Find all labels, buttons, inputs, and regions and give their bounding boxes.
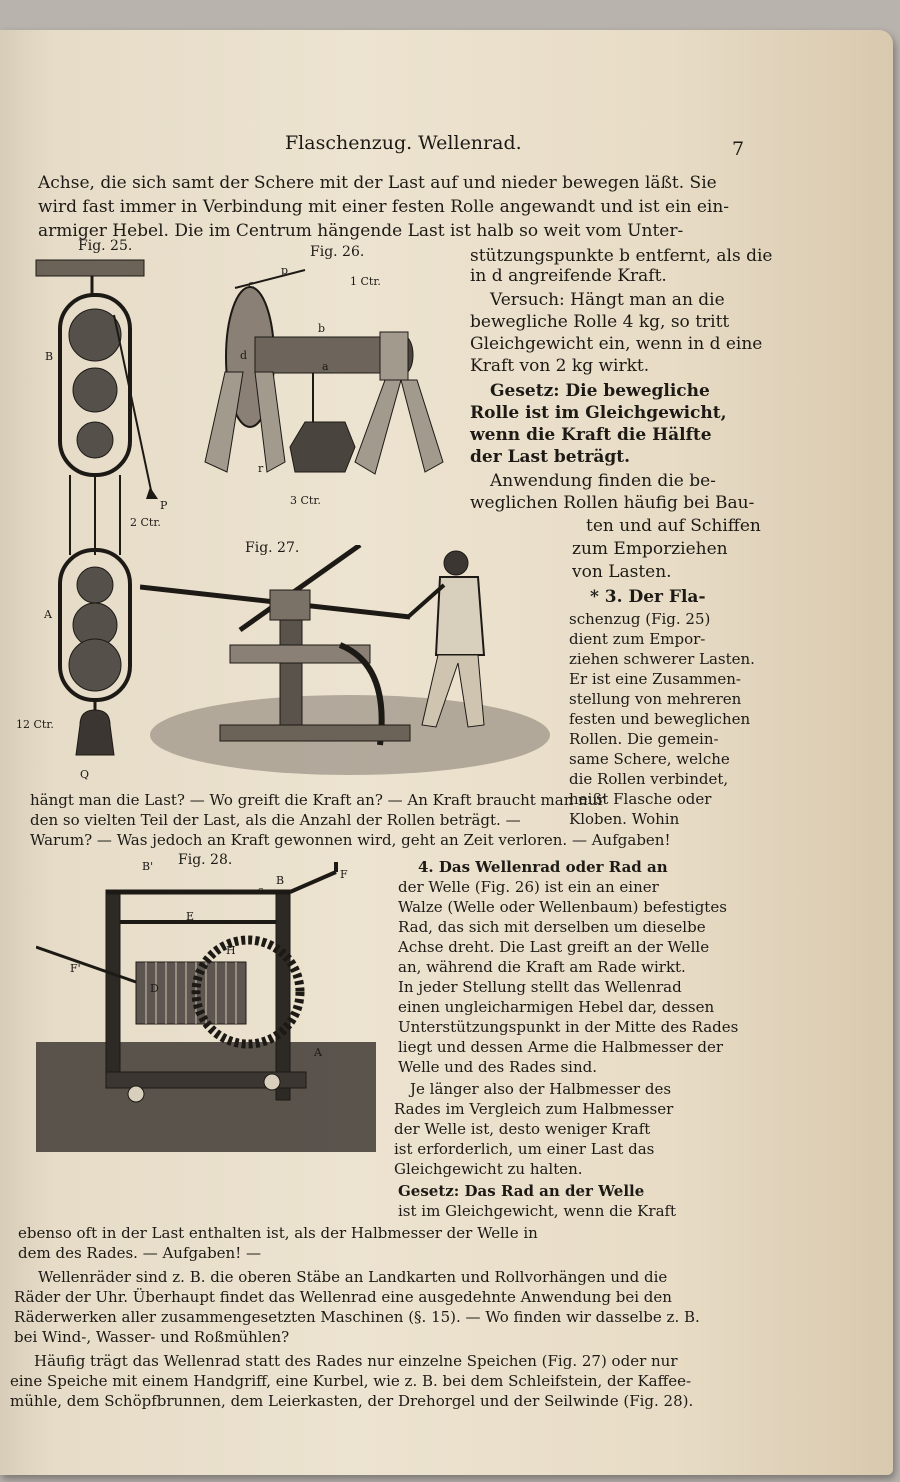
- figure-label: P: [160, 499, 168, 512]
- fig27-capstan-illustration: [140, 545, 560, 785]
- text-line: der Welle (Fig. 26) ist ein an einer: [398, 878, 659, 896]
- fig26-wheel-axle-illustration: [195, 262, 455, 490]
- text-line: schenzug (Fig. 25): [569, 610, 711, 628]
- text-line: dem des Rades. — Aufgaben! —: [18, 1244, 262, 1262]
- text-line: Anwendung finden die be-: [490, 471, 716, 491]
- text-line: bewegliche Rolle 4 kg, so tritt: [470, 312, 730, 332]
- text-line: Gesetz: Die bewegliche: [490, 381, 710, 401]
- text-line: Rades im Vergleich zum Halbmesser: [394, 1100, 674, 1118]
- text-line: Er ist eine Zusammen-: [569, 670, 741, 688]
- figure-label: B: [45, 350, 54, 363]
- text-line: Rolle ist im Gleichgewicht,: [470, 403, 727, 423]
- text-line: Walze (Welle oder Wellenbaum) befestigtes: [398, 898, 727, 916]
- text-line: der Last beträgt.: [470, 447, 631, 467]
- text-line: Rollen. Die gemein-: [569, 730, 719, 748]
- text-line: * 3. Der Fla-: [590, 587, 706, 607]
- figure-label: H: [226, 944, 236, 957]
- text-line: Rad, das sich mit derselben um dieselbe: [398, 918, 706, 936]
- text-line: stützungspunkte b entfernt, als die: [470, 246, 773, 266]
- figure-label: s: [258, 884, 264, 897]
- text-line: die Rollen verbindet,: [569, 770, 729, 788]
- text-line: Versuch: Hängt man an die: [490, 290, 725, 310]
- figure-label: A: [44, 608, 52, 621]
- text-line: In jeder Stellung stellt das Wellenrad: [398, 978, 682, 996]
- figure-label: p: [281, 264, 289, 277]
- text-line: 4. Das Wellenrad oder Rad an: [418, 858, 668, 876]
- figure-label: Q: [80, 768, 90, 781]
- text-line: heißt Flasche oder: [569, 790, 712, 808]
- text-line: der Welle ist, desto weniger Kraft: [394, 1120, 651, 1138]
- figure-label: r: [258, 462, 264, 475]
- running-head: Flaschenzug. Wellenrad.: [285, 132, 522, 154]
- text-line: Kraft von 2 kg wirkt.: [470, 356, 650, 376]
- text-line: eine Speiche mit einem Handgriff, eine Kurbel, wie z. B. bei dem Schleifstein, der Kaffee-: [10, 1372, 692, 1390]
- text-line: zum Emporziehen: [572, 539, 728, 559]
- figure-caption: Fig. 27.: [245, 540, 300, 556]
- text-line: bei Wind-, Wasser- und Roßmühlen?: [14, 1328, 290, 1346]
- figure-label: 1 Ctr.: [350, 275, 381, 288]
- text-line: Räderwerken aller zusammengesetzten Maschinen (§. 15). — Wo finden wir dasselbe z. B.: [14, 1308, 700, 1326]
- fig28-winch-illustration: [36, 862, 376, 1152]
- figure-label: D: [150, 982, 159, 995]
- text-line: mühle, dem Schöpfbrunnen, dem Leierkasten, der Drehorgel und der Seilwinde (Fig. 28).: [10, 1392, 694, 1410]
- figure-label: 3 Ctr.: [290, 494, 321, 507]
- text-line: Achse, die sich samt der Schere mit der Last auf und nieder bewegen läßt. Sie: [38, 173, 717, 193]
- text-line: wird fast immer in Verbindung mit einer festen Rolle angewandt und ist ein ein-: [38, 197, 730, 217]
- text-line: ziehen schwerer Lasten.: [569, 650, 755, 668]
- text-line: same Schere, welche: [569, 750, 730, 768]
- figure-label: B': [142, 860, 154, 873]
- text-line: Welle und des Rades sind.: [398, 1058, 597, 1076]
- figure-caption: Fig. 28.: [178, 852, 233, 868]
- text-line: einen ungleicharmigen Hebel dar, dessen: [398, 998, 715, 1016]
- text-line: von Lasten.: [572, 562, 672, 582]
- text-line: ten und auf Schiffen: [586, 516, 761, 536]
- text-line: Wellenräder sind z. B. die oberen Stäbe an Landkarten und Rollvorhängen und die: [38, 1268, 668, 1286]
- text-line: Warum? — Was jedoch an Kraft gewonnen wird, geht an Zeit verloren. — Aufgaben!: [30, 831, 671, 849]
- figure-label: d: [240, 349, 248, 362]
- text-line: festen und beweglichen: [569, 710, 751, 728]
- text-line: liegt und dessen Arme die Halbmesser der: [398, 1038, 724, 1056]
- figure-label: a: [322, 360, 329, 373]
- figure-caption: Fig. 26.: [310, 244, 365, 260]
- text-line: Achse dreht. Die Last greift an der Welle: [398, 938, 710, 956]
- figure-label: F: [340, 868, 348, 881]
- figure-label: 2 Ctr.: [130, 516, 161, 529]
- text-line: stellung von mehreren: [569, 690, 742, 708]
- text-line: Kloben. Wohin: [569, 810, 680, 828]
- figure-label: A: [314, 1046, 322, 1059]
- text-line: Gesetz: Das Rad an der Welle: [398, 1182, 645, 1200]
- text-line: dient zum Empor-: [569, 630, 706, 648]
- text-line: wenn die Kraft die Hälfte: [470, 425, 712, 445]
- text-line: ist erforderlich, um einer Last das: [394, 1140, 655, 1158]
- page-number: 7: [732, 138, 745, 160]
- figure-label: c: [248, 278, 255, 291]
- text-line: den so vielten Teil der Last, als die Anzahl der Rollen beträgt. —: [30, 811, 521, 829]
- figure-caption: Fig. 25.: [78, 238, 133, 254]
- text-line: Häufig trägt das Wellenrad statt des Rades nur einzelne Speichen (Fig. 27) oder nur: [34, 1352, 678, 1370]
- figure-label: F': [70, 962, 81, 975]
- figure-label: B: [276, 874, 285, 887]
- text-line: Gleichgewicht zu halten.: [394, 1160, 583, 1178]
- figure-label: E: [186, 910, 195, 923]
- text-line: Unterstützungspunkt in der Mitte des Rades: [398, 1018, 739, 1036]
- text-line: in d angreifende Kraft.: [470, 266, 667, 286]
- text-line: armiger Hebel. Die im Centrum hängende Last ist halb so weit vom Unter-: [38, 221, 684, 241]
- text-line: weglichen Rollen häufig bei Bau-: [470, 493, 755, 513]
- text-line: Räder der Uhr. Überhaupt findet das Wellenrad eine ausgedehnte Anwendung bei den: [14, 1288, 672, 1306]
- text-line: ist im Gleichgewicht, wenn die Kraft: [398, 1202, 677, 1220]
- text-line: hängt man die Last? — Wo greift die Kraft an? — An Kraft braucht man nur: [30, 791, 605, 809]
- text-line: ebenso oft in der Last enthalten ist, als der Halbmesser der Welle in: [18, 1224, 538, 1242]
- text-line: Gleichgewicht ein, wenn in d eine: [470, 334, 763, 354]
- figure-label: b: [318, 322, 326, 335]
- text-line: an, während die Kraft am Rade wirkt.: [398, 958, 686, 976]
- text-line: Je länger also der Halbmesser des: [410, 1080, 672, 1098]
- figure-label: 12 Ctr.: [16, 718, 54, 731]
